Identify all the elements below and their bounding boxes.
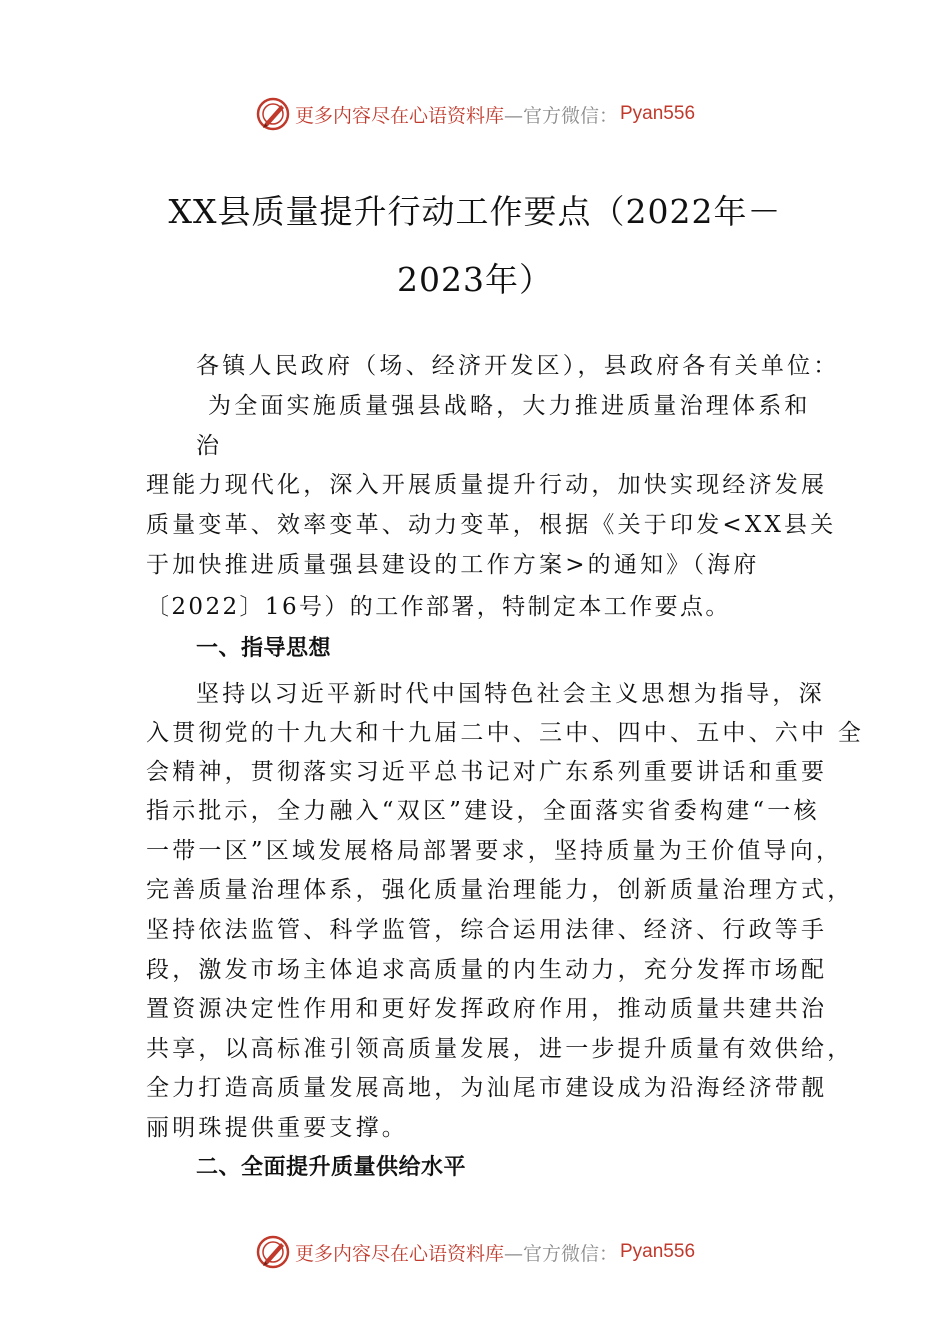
section1-line: 指示批示，全力融入“双区”建设，全面落实省委构建“一核 xyxy=(146,798,820,824)
section1-line: 坚持依法监管、科学监管，综合运用法律、经济、行政等手 xyxy=(146,917,828,943)
intro-line: 治 xyxy=(196,433,223,459)
banner-gray-text: —官方微信： xyxy=(503,104,618,127)
intro-line: 〔2022〕16号）的工作部署，特制定本工作要点。 xyxy=(146,594,731,620)
salutation: 各镇人民政府（场、经济开发区），县政府各有关单位： xyxy=(196,353,840,379)
pen-logo-icon xyxy=(255,96,291,132)
banner-gray-text: —官方微信： xyxy=(503,1242,618,1265)
document-title-line1: XX县质量提升行动工作要点（2022年－ xyxy=(168,192,782,231)
banner-red-text: 更多内容尽在心语资料库 xyxy=(294,1242,504,1265)
section1-line: 会精神，贯彻落实习近平总书记对广东系列重要讲话和重要 xyxy=(146,759,828,785)
section-heading-2: 二、全面提升质量供给水平 xyxy=(196,1155,467,1180)
section1-line: 一带一区”区域发展格局部署要求，坚持质量为王价值导向， xyxy=(146,838,843,864)
intro-line: 质量变革、效率变革、动力变革，根据《关于印发<XX县关 xyxy=(146,512,837,538)
watermark-banner-bottom xyxy=(0,1232,950,1272)
section1-line: 丽明珠提供重要支撑。 xyxy=(146,1115,408,1141)
watermark-banner-top xyxy=(0,94,950,134)
intro-line: 理能力现代化，深入开展质量提升行动，加快实现经济发展 xyxy=(146,472,828,498)
section-heading-1: 一、指导思想 xyxy=(196,636,332,661)
section1-line: 坚持以习近平新时代中国特色社会主义思想为指导，深 xyxy=(196,681,825,707)
banner-wechat-id: Pyan556 xyxy=(620,1241,696,1262)
section1-line: 共享，以高标准引领高质量发展，进一步提升质量有效供给， xyxy=(146,1036,854,1062)
section1-line: 全力打造高质量发展高地，为汕尾市建设成为沿海经济带靓 xyxy=(146,1075,828,1101)
document-title-line2: 2023年） xyxy=(397,260,553,299)
banner-wechat-id: Pyan556 xyxy=(620,103,696,124)
section1-line: 入贯彻党的十九大和十九届二中、三中、四中、五中、六中 全 xyxy=(146,720,864,746)
banner-red-text: 更多内容尽在心语资料库 xyxy=(294,104,504,127)
intro-line: 于加快推进质量强县建设的工作方案>的通知》（海府 xyxy=(146,552,760,578)
pen-logo-icon xyxy=(255,1234,291,1270)
section1-line: 完善质量治理体系，强化质量治理能力，创新质量治理方式， xyxy=(146,877,854,903)
section1-line: 置资源决定性作用和更好发挥政府作用，推动质量共建共治 xyxy=(146,996,828,1022)
intro-line: 为全面实施质量强县战略，大力推进质量治理体系和 xyxy=(208,393,811,419)
section1-line: 段，激发市场主体追求高质量的内生动力，充分发挥市场配 xyxy=(146,957,828,983)
